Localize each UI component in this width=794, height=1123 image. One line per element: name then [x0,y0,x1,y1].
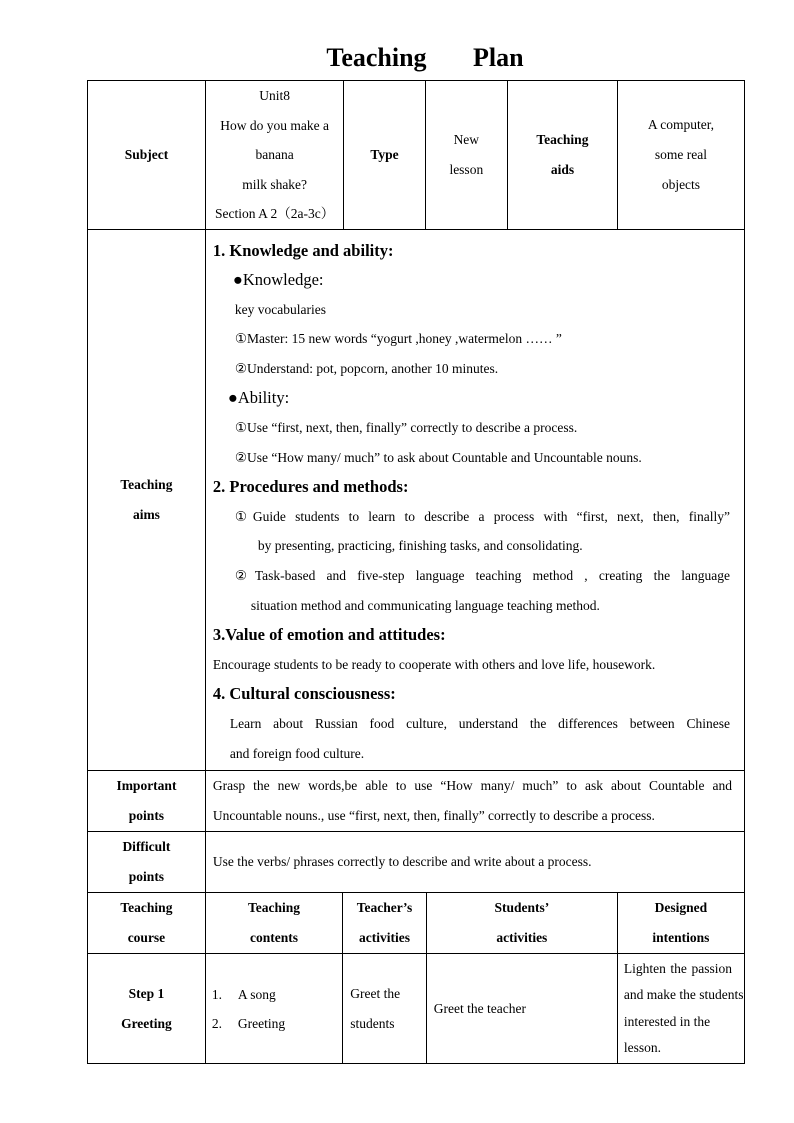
step1-label [88,954,206,1064]
aids-label-line2: aids [550,161,575,177]
teaching-aims-label-line1: Teaching [120,476,173,492]
aids-label-line1: Teaching [536,131,589,147]
header-intent-line2: intentions [652,930,710,946]
ability-item-2: ②Use “How many/ much” to ask about Countable and Uncountable nouns. [234,449,642,465]
important-points-text [205,771,744,832]
procedure-2b: situation method and communicating language teaching method. [250,597,600,613]
step1-contents [205,954,342,1064]
difficult-points-label [88,832,206,893]
subject-row [88,81,745,230]
intent-line1: Lighten the passion [623,960,732,976]
list-item-text: Greeting [237,1015,286,1031]
important-points-label [88,771,206,832]
important-points-row [88,771,745,832]
header-teacher-activities [343,893,427,954]
list-item [206,1009,342,1038]
procedure-1b: by presenting, practicing, finishing tasks, and consolidating. [257,538,583,554]
important-text-a: Grasp the new words,be able to use “How many/ much” to ask about Countable and [212,778,732,794]
aids-value-line3: objects [661,176,701,192]
heading-procedures: 2. Procedures and methods: [212,477,409,497]
difficult-points-text: Use the verbs/ phrases correctly to describe and write about a process. [205,832,744,893]
header-teaching-contents [205,893,342,954]
heading-culture: 4. Cultural consciousness: [212,684,396,704]
header-students-line2: activities [496,930,548,946]
teaching-aims-label-line2: aims [132,506,160,522]
important-text-b: Uncountable nouns., use “first, next, then, finally” correctly to describe a process. [212,808,655,824]
type-value-line2: lesson [449,161,484,177]
procedure-1a [213,502,744,532]
master-text: ①Master: 15 new words “yogurt ,honey ,watermelon …… ” [234,331,562,347]
type-label: Type [344,81,425,230]
key-vocabularies: key vocabularies [234,301,326,317]
procedure-2a-text: ②Task-based and five-step language teaching method , creating the language [234,568,730,584]
header-designed-intentions [617,893,744,954]
header-teaching-course [88,893,206,954]
important-label-line2: points [128,808,165,824]
subject-value [205,81,344,230]
header-course-line2: course [127,930,166,946]
step1-label-line2: Greeting [121,1015,172,1031]
header-intent-line1: Designed [654,900,708,916]
aids-value [617,81,744,230]
teaching-aims-label [88,229,206,771]
procedure-2a [213,561,744,591]
step1-row [88,954,745,1064]
list-item-number: 2. [211,1015,222,1031]
culture-a [213,709,744,739]
step1-label-line1: Step 1 [128,985,165,1001]
heading-value: 3.Value of emotion and attitudes: [212,625,446,645]
header-students-line1: Students’ [494,900,550,916]
procedure-1a-text: ①Guide students to learn to describe a process with “first, next, then, finally” [234,508,730,524]
unit-text: Unit8 [259,88,290,103]
section-text: Section A 2（2a-3c） [215,206,335,221]
difficult-points-row [88,832,745,893]
aids-value-line2: some real [654,146,707,162]
aids-value-line1: A computer, [647,116,715,132]
header-contents-line1: Teaching [248,900,301,916]
difficult-label-line2: points [128,869,165,885]
teaching-plan-table [87,80,745,1064]
intent-line2: and make the students [623,987,744,1003]
step1-student-activity: Greet the teacher [426,954,617,1064]
intent-line4: lesson. [623,1040,661,1056]
list-item-number: 1. [211,986,222,1002]
heading-knowledge-ability: 1. Knowledge and ability: [212,240,394,260]
value-text: Encourage students to be ready to cooperate with others and love life, housework. [212,656,656,672]
aids-label [508,81,618,230]
intent-line3: interested in the [623,1013,711,1029]
header-course-line1: Teaching [120,900,173,916]
type-value [425,81,507,230]
step1-intention [617,954,744,1064]
list-item [206,980,342,1009]
header-contents-line2: contents [250,930,299,946]
type-value-line1: New [453,131,480,147]
teaching-aims-row [88,229,745,771]
understand-text: ②Understand: pot, popcorn, another 10 minutes. [234,360,499,376]
list-item-text: A song [237,986,276,1002]
question-line2: milk shake? [242,176,308,192]
teaching-aims-content [205,229,744,771]
page-title: Teaching Plan [326,43,524,72]
course-header-row [88,893,745,954]
header-students-activities [426,893,617,954]
header-teacher-line2: activities [359,930,410,946]
header-teacher-line1: Teacher’s [356,900,413,916]
ability-heading: ●Ability: [227,388,290,408]
culture-b: and foreign food culture. [229,745,365,761]
step1-teacher-activity: Greet the students [343,954,427,1064]
subject-label: Subject [88,81,206,230]
culture-a-text: Learn about Russian food culture, understand the differences between Chinese [229,716,730,731]
knowledge-heading: ●Knowledge: [232,270,324,290]
ability-item-1: ①Use “first, next, then, finally” correctly to describe a process. [234,420,578,436]
difficult-label-line1: Difficult [122,839,171,855]
question-line1: How do you make a banana [220,117,329,162]
important-label-line1: Important [116,778,177,794]
